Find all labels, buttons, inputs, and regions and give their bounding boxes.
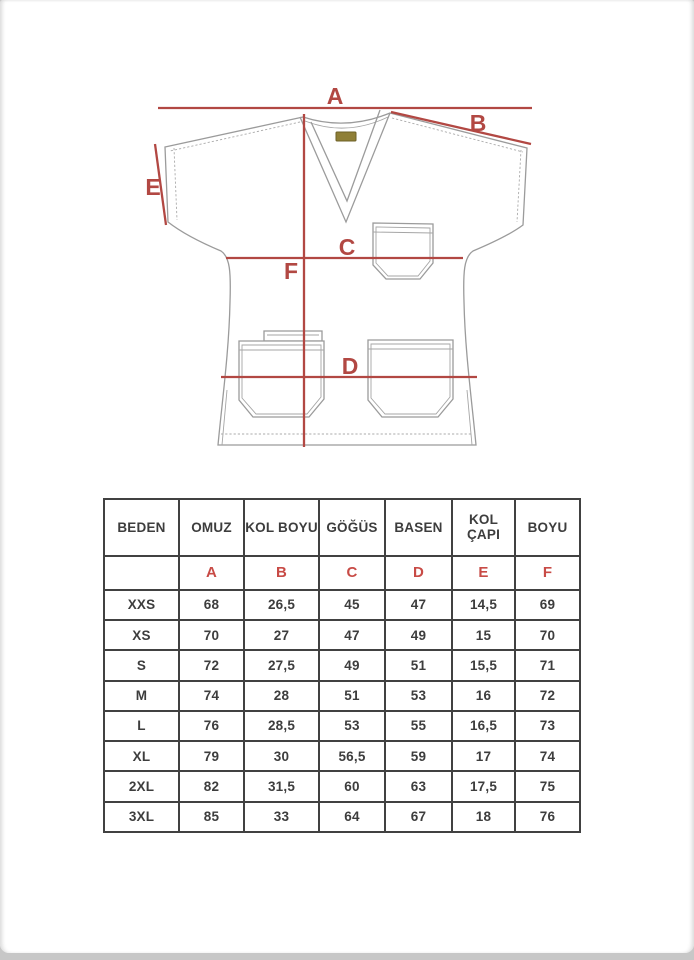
letter-cell-a: A: [179, 556, 244, 590]
value-cell: 72: [179, 650, 244, 680]
value-cell: 27,5: [244, 650, 319, 680]
size-row-xs: [104, 620, 580, 650]
size-cell: XS: [104, 620, 179, 650]
letter-cell-f: F: [515, 556, 580, 590]
value-cell: 14,5: [452, 590, 515, 620]
value-cell: 73: [515, 711, 580, 741]
letter-cell-e: E: [452, 556, 515, 590]
value-cell: 56,5: [319, 741, 385, 771]
garment-outline: [165, 113, 527, 445]
value-cell: 70: [179, 620, 244, 650]
value-cell: 59: [385, 741, 452, 771]
letter-cell-b: B: [244, 556, 319, 590]
garment-drawing: [165, 110, 527, 445]
size-cell: L: [104, 711, 179, 741]
value-cell: 63: [385, 771, 452, 801]
value-cell: 51: [385, 650, 452, 680]
value-cell: 51: [319, 681, 385, 711]
scrub-top-measurement-diagram: [0, 0, 694, 475]
value-cell: 27: [244, 620, 319, 650]
value-cell: 64: [319, 802, 385, 832]
value-cell: 45: [319, 590, 385, 620]
value-cell: 76: [515, 802, 580, 832]
header-cell-omuz: OMUZ: [179, 499, 244, 556]
value-cell: 15,5: [452, 650, 515, 680]
value-cell: 26,5: [244, 590, 319, 620]
header-cell-beden: BEDEN: [104, 499, 179, 556]
value-cell: 70: [515, 620, 580, 650]
bottom-right-pocket: [368, 340, 453, 417]
measurement-label-f: F: [283, 258, 299, 284]
value-cell: 31,5: [244, 771, 319, 801]
value-cell: 71: [515, 650, 580, 680]
photo-bottom-edge: [0, 953, 694, 960]
measurement-label-d: D: [341, 353, 359, 379]
value-cell: 60: [319, 771, 385, 801]
size-row-m: [104, 681, 580, 711]
size-cell: 3XL: [104, 802, 179, 832]
value-cell: 79: [179, 741, 244, 771]
size-row-xxs: [104, 590, 580, 620]
value-cell: 17,5: [452, 771, 515, 801]
header-row: [104, 499, 580, 556]
measurement-label-c: C: [338, 234, 356, 260]
value-cell: 47: [385, 590, 452, 620]
header-cell-gogus: GÖĞÜS: [319, 499, 385, 556]
chest-pocket: [373, 223, 433, 279]
value-cell: 53: [385, 681, 452, 711]
measurement-label-e: E: [145, 174, 161, 200]
value-cell: 76: [179, 711, 244, 741]
value-cell: 68: [179, 590, 244, 620]
value-cell: 30: [244, 741, 319, 771]
header-cell-boyu: BOYU: [515, 499, 580, 556]
letter-cell-d: D: [385, 556, 452, 590]
size-cell: M: [104, 681, 179, 711]
size-row-2xl: [104, 771, 580, 801]
value-cell: 15: [452, 620, 515, 650]
value-cell: 74: [515, 741, 580, 771]
letter-cell-empty: [104, 556, 179, 590]
value-cell: 55: [385, 711, 452, 741]
measurement-label-b: B: [469, 110, 487, 136]
size-row-l: [104, 711, 580, 741]
pen-pocket: [264, 331, 322, 341]
value-cell: 67: [385, 802, 452, 832]
size-row-xl: [104, 741, 580, 771]
size-cell: XXS: [104, 590, 179, 620]
header-cell-kol-boyu: KOL BOYU: [244, 499, 319, 556]
value-cell: 28: [244, 681, 319, 711]
value-cell: 85: [179, 802, 244, 832]
value-cell: 33: [244, 802, 319, 832]
value-cell: 53: [319, 711, 385, 741]
value-cell: 82: [179, 771, 244, 801]
letter-cell-c: C: [319, 556, 385, 590]
value-cell: 16,5: [452, 711, 515, 741]
value-cell: 18: [452, 802, 515, 832]
letter-row: [104, 556, 580, 590]
value-cell: 69: [515, 590, 580, 620]
bottom-left-pocket: [239, 341, 324, 417]
value-cell: 72: [515, 681, 580, 711]
size-cell: XL: [104, 741, 179, 771]
neck-tag: [336, 132, 356, 141]
value-cell: 17: [452, 741, 515, 771]
measurement-label-a: A: [326, 83, 344, 109]
value-cell: 16: [452, 681, 515, 711]
value-cell: 49: [319, 650, 385, 680]
value-cell: 75: [515, 771, 580, 801]
value-cell: 49: [385, 620, 452, 650]
size-row-3xl: [104, 802, 580, 832]
header-cell-kol-capi: KOL ÇAPI: [452, 499, 515, 556]
size-cell: S: [104, 650, 179, 680]
value-cell: 28,5: [244, 711, 319, 741]
size-row-s: [104, 650, 580, 680]
size-cell: 2XL: [104, 771, 179, 801]
value-cell: 47: [319, 620, 385, 650]
size-table: [103, 498, 581, 833]
header-cell-basen: BASEN: [385, 499, 452, 556]
value-cell: 74: [179, 681, 244, 711]
